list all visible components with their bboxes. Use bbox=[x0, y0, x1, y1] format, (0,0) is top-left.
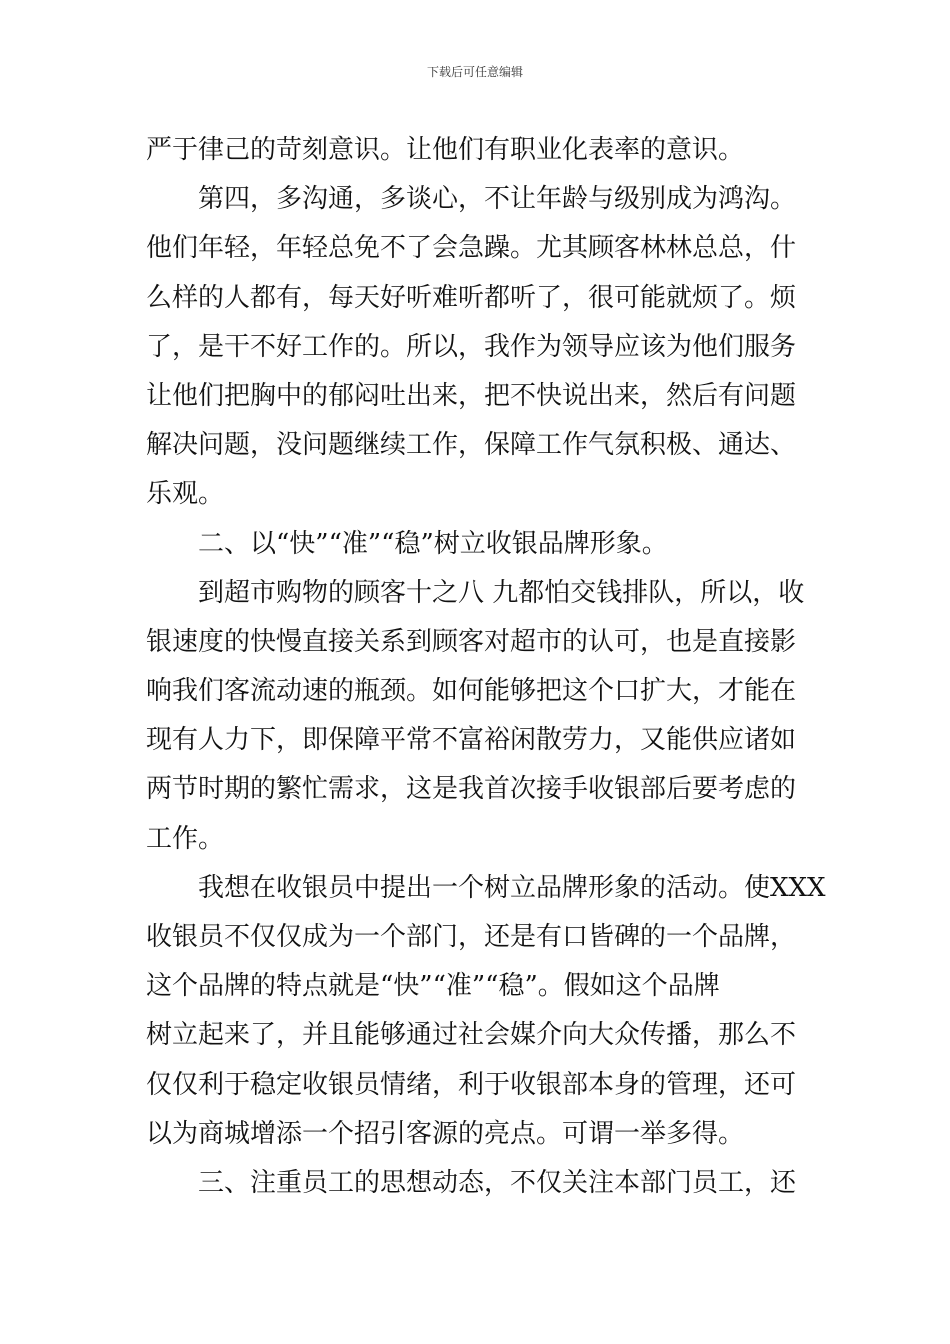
text-line: 让他们把胸中的郁闷吐出来，把不快说出来，然后有问题 bbox=[146, 380, 797, 411]
text-line: 到超市购物的顾客十之八 九都怕交钱排队，所以，收 bbox=[198, 577, 805, 608]
page-header: 下载后可任意编辑 bbox=[426, 65, 523, 79]
text-line: 树立起来了，并且能够通过社会媒介向大众传播，那么不 bbox=[146, 1020, 797, 1051]
text-line: 解决问题，没问题继续工作，保障工作气氛积极、通达、 bbox=[146, 430, 797, 461]
text-line: 现有人力下，即保障平常不富裕闲散劳力，又能供应诸如 bbox=[146, 725, 797, 756]
text-line: 仅仅利于稳定收银员情绪，利于收银部本身的管理，还可 bbox=[146, 1069, 797, 1100]
text-line: 工作。 bbox=[146, 823, 225, 854]
text-line: 两节时期的繁忙需求，这是我首次接手收银部后要考虑的 bbox=[146, 774, 797, 805]
text-line: 以为商城增添一个招引客源的亮点。可谓一举多得。 bbox=[146, 1118, 745, 1149]
text-line: 响我们客流动速的瓶颈。如何能够把这个口扩大，才能在 bbox=[146, 676, 797, 707]
text-line: 第四，多沟通，多谈心，不让年龄与级别成为鸿沟。 bbox=[198, 184, 797, 215]
text-line: 乐观。 bbox=[146, 479, 225, 510]
text-line: 他们年轻，年轻总免不了会急躁。尤其顾客林林总总，什 bbox=[146, 233, 797, 264]
section-heading: 三、注重员工的思想动态，不仅关注本部门员工，还 bbox=[198, 1167, 797, 1198]
section-heading: 二、以“快”“准”“稳”树立收银品牌形象。 bbox=[198, 528, 668, 559]
text-line: 我想在收银员中提出一个树立品牌形象的活动。使XXX bbox=[198, 872, 826, 903]
text-line: 这个品牌的特点就是“快”“准”“稳”。假如这个品牌 bbox=[146, 971, 720, 1002]
text-line: 银速度的快慢直接关系到顾客对超市的认可，也是直接影 bbox=[146, 626, 797, 657]
document-body bbox=[146, 126, 826, 1208]
text-line: 了，是干不好工作的。所以，我作为领导应该为他们服务 bbox=[146, 331, 797, 362]
text-line: 严于律己的苛刻意识。让他们有职业化表率的意识。 bbox=[146, 135, 745, 165]
text-line: 收银员不仅仅成为一个部门，还是有口皆碑的一个品牌， bbox=[146, 922, 797, 952]
text-line: 么样的人都有，每天好听难听都听了，很可能就烦了。烦 bbox=[146, 282, 797, 313]
